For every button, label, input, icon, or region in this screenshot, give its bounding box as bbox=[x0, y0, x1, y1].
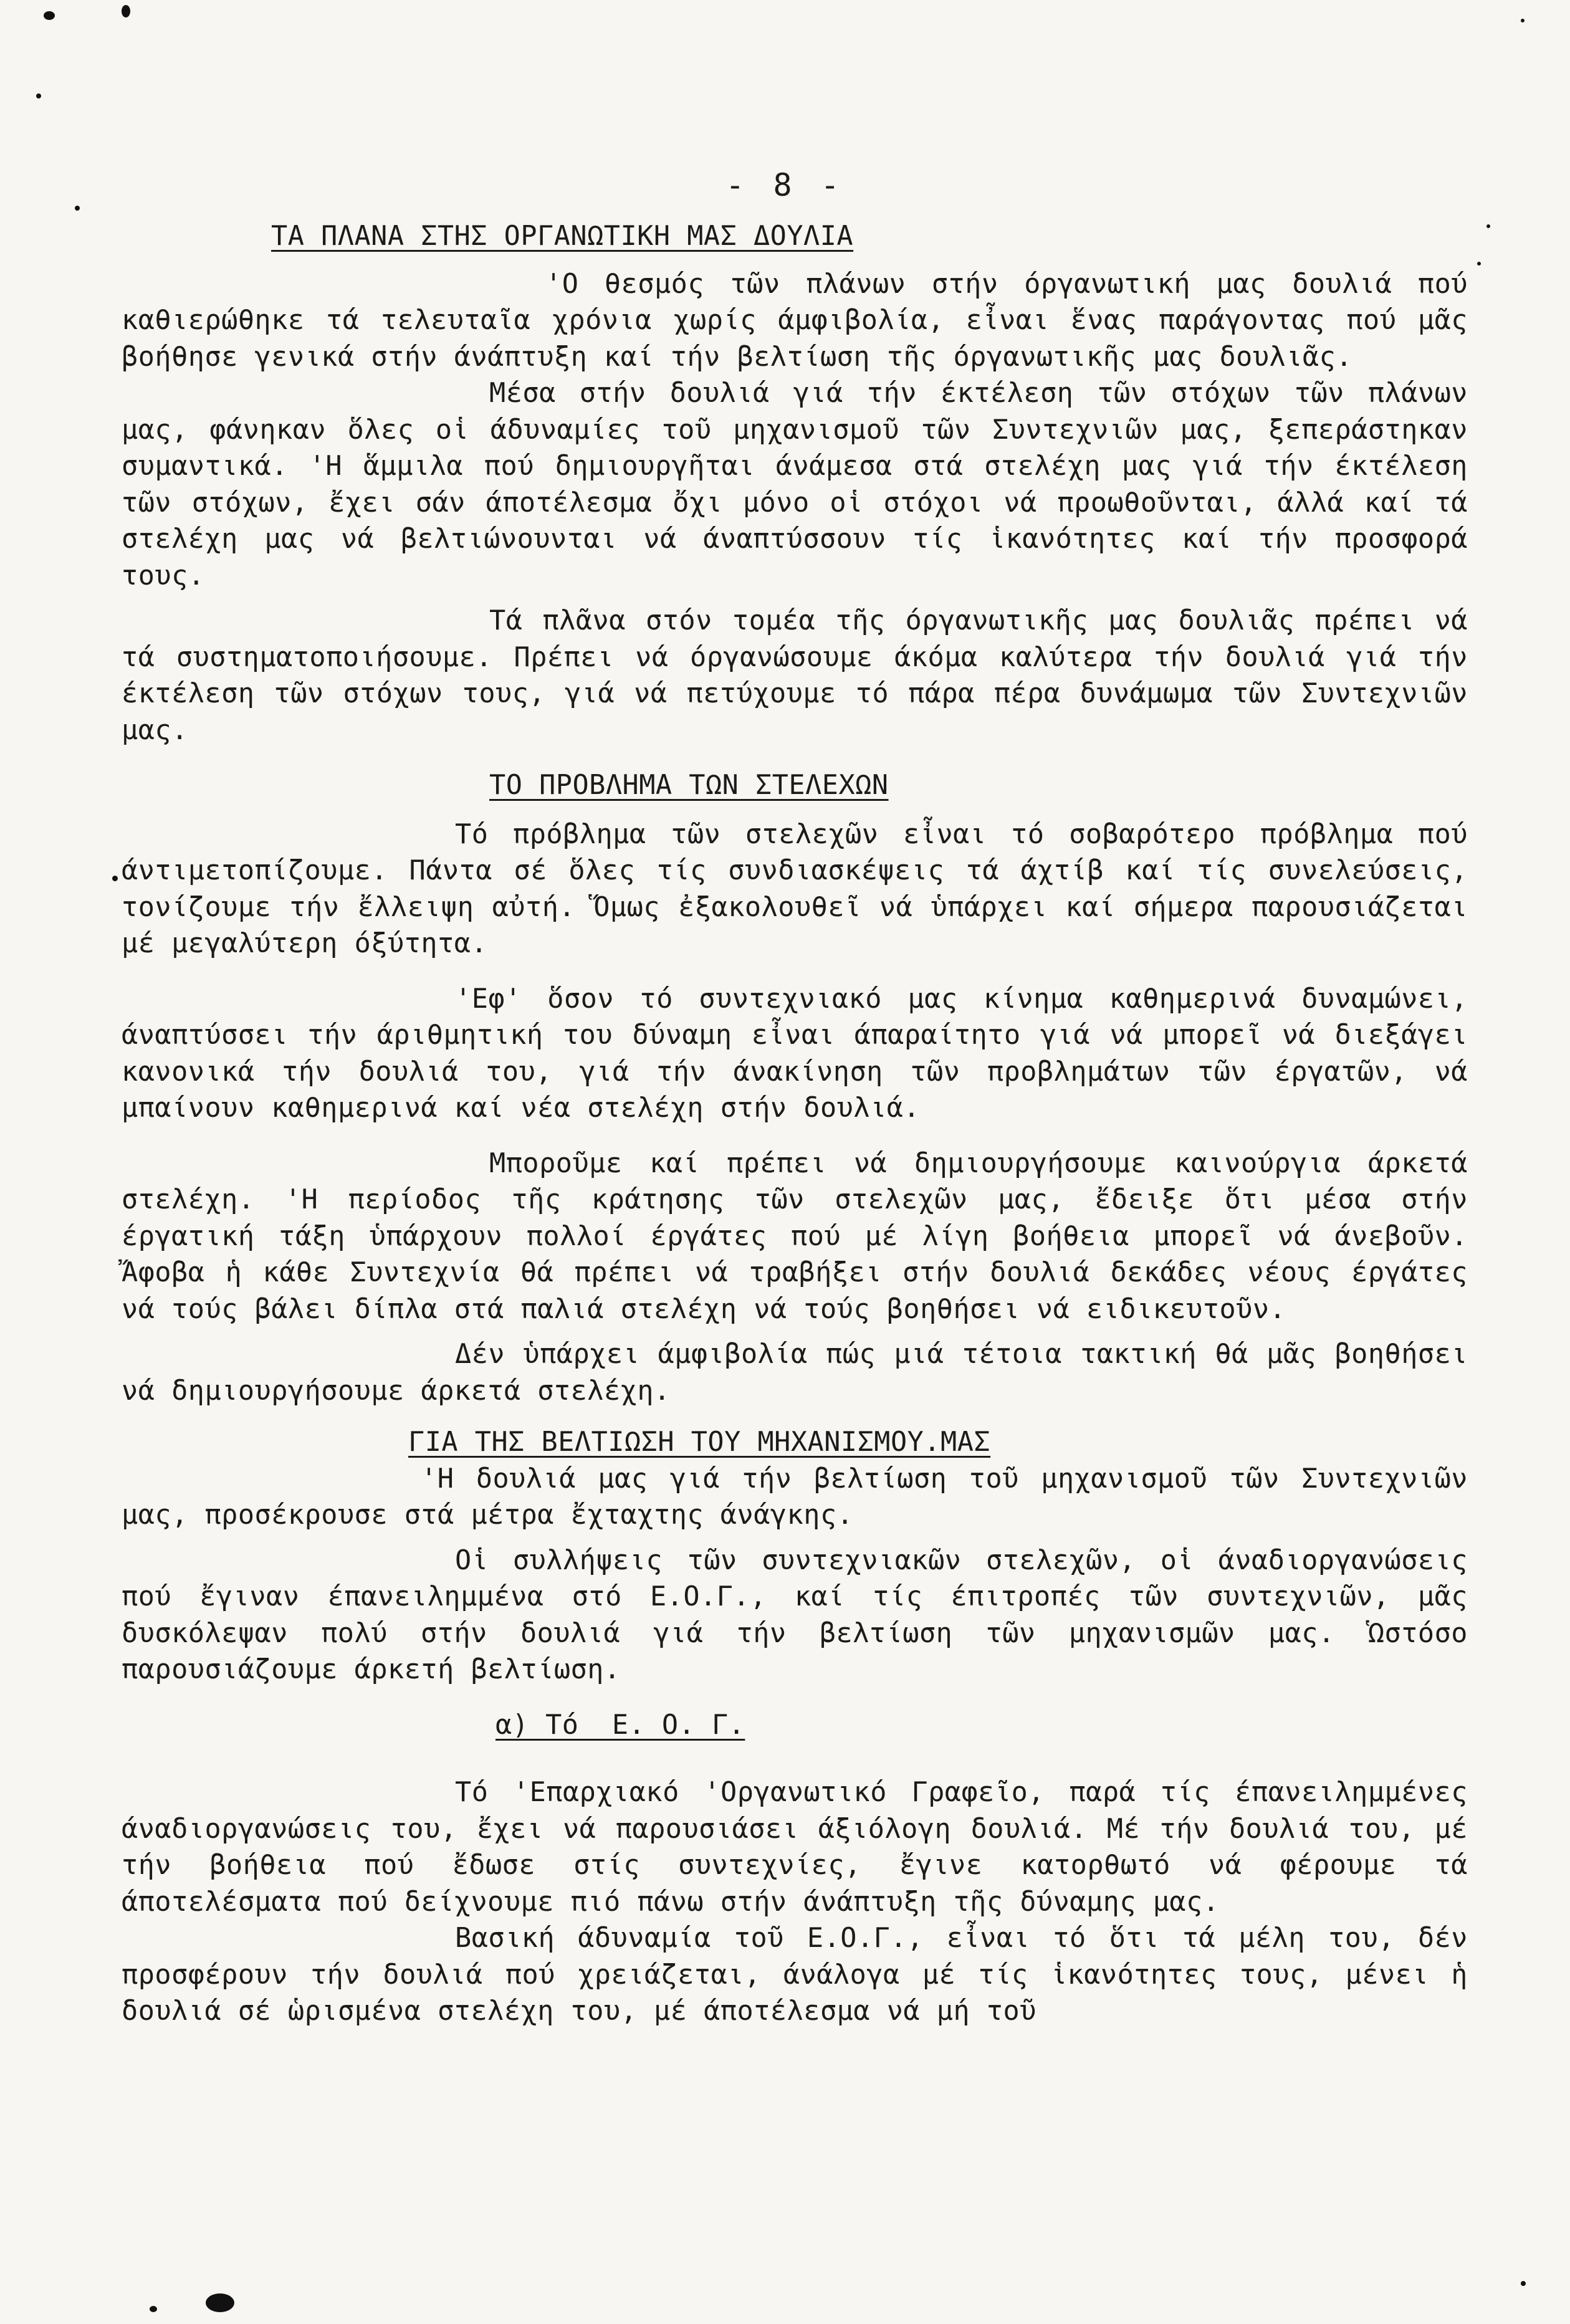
ink-speck bbox=[75, 206, 80, 211]
ink-speck bbox=[112, 876, 118, 881]
paragraph: Οἱ συλλήψεις τῶν συντεχνιακῶν στελεχῶν, οἱ άναδιοργανώσεις πού ἔγιναν έπανειλημμένα στό Ε.Ο.Γ., καί τίς έπιτροπές τῶν συντεχνιῶν, μᾶς δυσκόλεψαν πολύ στήν δουλιά γιά τήν βελτίωση τῶν μηχανισμῶν μας. Ὡστόσο παρουσιάζουμε άρκετή βελτίωση. bbox=[122, 1544, 1468, 1685]
section-heading-cadres: ΤΟ ΠΡΟΒΛΗΜΑ ΤΩΝ ΣΤΕΛΕΧΩΝ bbox=[489, 770, 889, 801]
section-heading-mechanism: ΓΙΑ ΤΗΣ ΒΕΛΤΙΩΣΗ ΤΟΥ ΜΗΧΑΝΙΣΜΟΥ.ΜΑΣ bbox=[408, 1427, 991, 1458]
paragraph: Τά πλᾶνα στόν τομέα τῆς όργανωτικῆς μας δουλιᾶς πρέπει νά τά συστηματοποιήσουμε. Πρέπει νά όργανώσουμε άκόμα καλύτερα τήν δουλιά γιά τήν έκτέλεση τῶν στόχων τους, γιά νά πετύχουμε τό πάρα πέρα δυνάμωμα τῶν Συντεχνιῶν μας. bbox=[122, 605, 1468, 746]
paragraph: Δέν ὑπάρχει άμφιβολία πώς μιά τέτοια τακτική θά μᾶς βοηθήσει νά δημιουργήσουμε άρκετά στελέχη. bbox=[122, 1339, 1468, 1407]
ink-speck bbox=[44, 11, 55, 20]
ink-speck bbox=[1521, 19, 1525, 22]
ink-blot bbox=[206, 2293, 234, 2312]
page-number: - 8 - bbox=[725, 167, 845, 203]
paragraph: Βασική άδυναμία τοῦ Ε.Ο.Γ., εἶναι τό ὅτι τά μέλη του, δέν προσφέρουν τήν δουλιά πού χρειάζεται, άνάλογα μέ τίς ἱκανότητες τους, μένει ἡ δουλιά σέ ὡρισμένα στελέχη του, μέ άποτέλεσμα νά μή τοῦ bbox=[122, 1923, 1468, 2027]
paragraph: 'Η δουλιά μας γιά τήν βελτίωση τοῦ μηχανισμοῦ τῶν Συντεχνιῶν μας, προσέκρουσε στά μέτρα ἔχταχτης άνάγκης. bbox=[122, 1463, 1468, 1531]
paragraph: Τό 'Επαρχιακό 'Οργανωτικό Γραφεῖο, παρά τίς έπανειλημμένες άναδιοργανώσεις του, ἔχει νά παρουσιάσει άξιόλογη δουλιά. Μέ τήν δουλιά του, μέ τήν βοήθεια πού ἔδωσε στίς συντεχνίες, ἔγινε κατορθωτό νά φέρουμε τά άποτελέσματα πού δείχνουμε πιό πάνω στήν άνάπτυξη τῆς δύναμης μας. bbox=[122, 1777, 1468, 1918]
paragraph: 'Ο θεσμός τῶν πλάνων στήν όργανωτική μας δουλιά πού καθιερώθηκε τά τελευταῖα χρόνια χωρίς άμφιβολία, εἶναι ἕνας παράγοντας πού μᾶς βοήθησε γενικά στήν άνάπτυξη καί τήν βελτίωση τῆς όργανωτικῆς μας δουλιᾶς. bbox=[122, 268, 1468, 373]
ink-speck bbox=[122, 5, 130, 17]
ink-speck bbox=[150, 2306, 157, 2312]
ink-speck bbox=[1486, 224, 1490, 228]
subsection-heading-eog: α) Τό Ε. Ο. Γ. bbox=[495, 1709, 745, 1741]
document-body bbox=[122, 218, 1468, 2030]
paragraph: Τό πρόβλημα τῶν στελεχῶν εἶναι τό σοβαρότερο πρόβλημα πού άντιμετοπίζουμε. Πάντα σέ ὅλες τίς συνδιασκέψεις τά άχτίβ καί τίς συνελεύσεις, τονίζουμε τήν ἔλλειψη αὐτή. Ὅμως ἐξακολουθεῖ νά ὑπάρχει καί σήμερα παρουσιάζεται μέ μεγαλύτερη όξύτητα. bbox=[122, 818, 1468, 959]
paragraph: Μποροῦμε καί πρέπει νά δημιουργήσουμε καινούργια άρκετά στελέχη. 'Η περίοδος τῆς κράτησης τῶν στελεχῶν μας, ἔδειξε ὅτι μέσα στήν έργατική τάξη ὑπάρχουν πολλοί έργάτες πού μέ λίγη βοήθεια μπορεῖ νά άνεβοῦν. Ἄφοβα ἡ κάθε Συντεχνία θά πρέπει νά τραβήξει στήν δουλιά δεκάδες νέους έργάτες νά τούς βάλει δίπλα στά παλιά στελέχη νά τούς βοηθήσει νά ειδικευτοῦν. bbox=[122, 1147, 1468, 1325]
ink-speck bbox=[36, 93, 41, 98]
paragraph: Μέσα στήν δουλιά γιά τήν έκτέλεση τῶν στόχων τῶν πλάνων μας, φάνηκαν ὅλες οἱ άδυναμίες τοῦ μηχανισμοῦ τῶν Συντεχνιῶν μας, ξεπεράστηκαν συμαντικά. 'Η ἅμμιλα πού δημιουργῆται άνάμεσα στά στελέχη μας γιά τήν έκτέλεση τῶν στόχων, ἔχει σάν άποτέλεσμα ὄχι μόνο οἱ στόχοι νά προωθοῦνται, άλλά καί τά στελέχη μας νά βελτιώνουνται νά άναπτύσσουν τίς ἱκανότητες καί τήν προσφορά τους. bbox=[122, 378, 1468, 591]
ink-speck bbox=[1477, 262, 1481, 265]
section-heading-plans: ΤΑ ΠΛΑΝΑ ΣΤΗΣ ΟΡΓΑΝΩΤΙΚΗ ΜΑΣ ΔΟΥΛΙΑ bbox=[271, 221, 854, 252]
ink-speck bbox=[1521, 2281, 1526, 2286]
paragraph: 'Εφ' ὅσον τό συντεχνιακό μας κίνημα καθημερινά δυναμώνει, άναπτύσσει τήν άριθμητική του δύναμη εἶναι άπαραίτητο γιά νά μπορεῖ νά διεξάγει κανονικά τήν δουλιά του, γιά τήν άνακίνηση τῶν προβλημάτων τῶν έργατῶν, νά μπαίνουν καθημερινά καί νέα στελέχη στήν δουλιά. bbox=[122, 983, 1468, 1124]
